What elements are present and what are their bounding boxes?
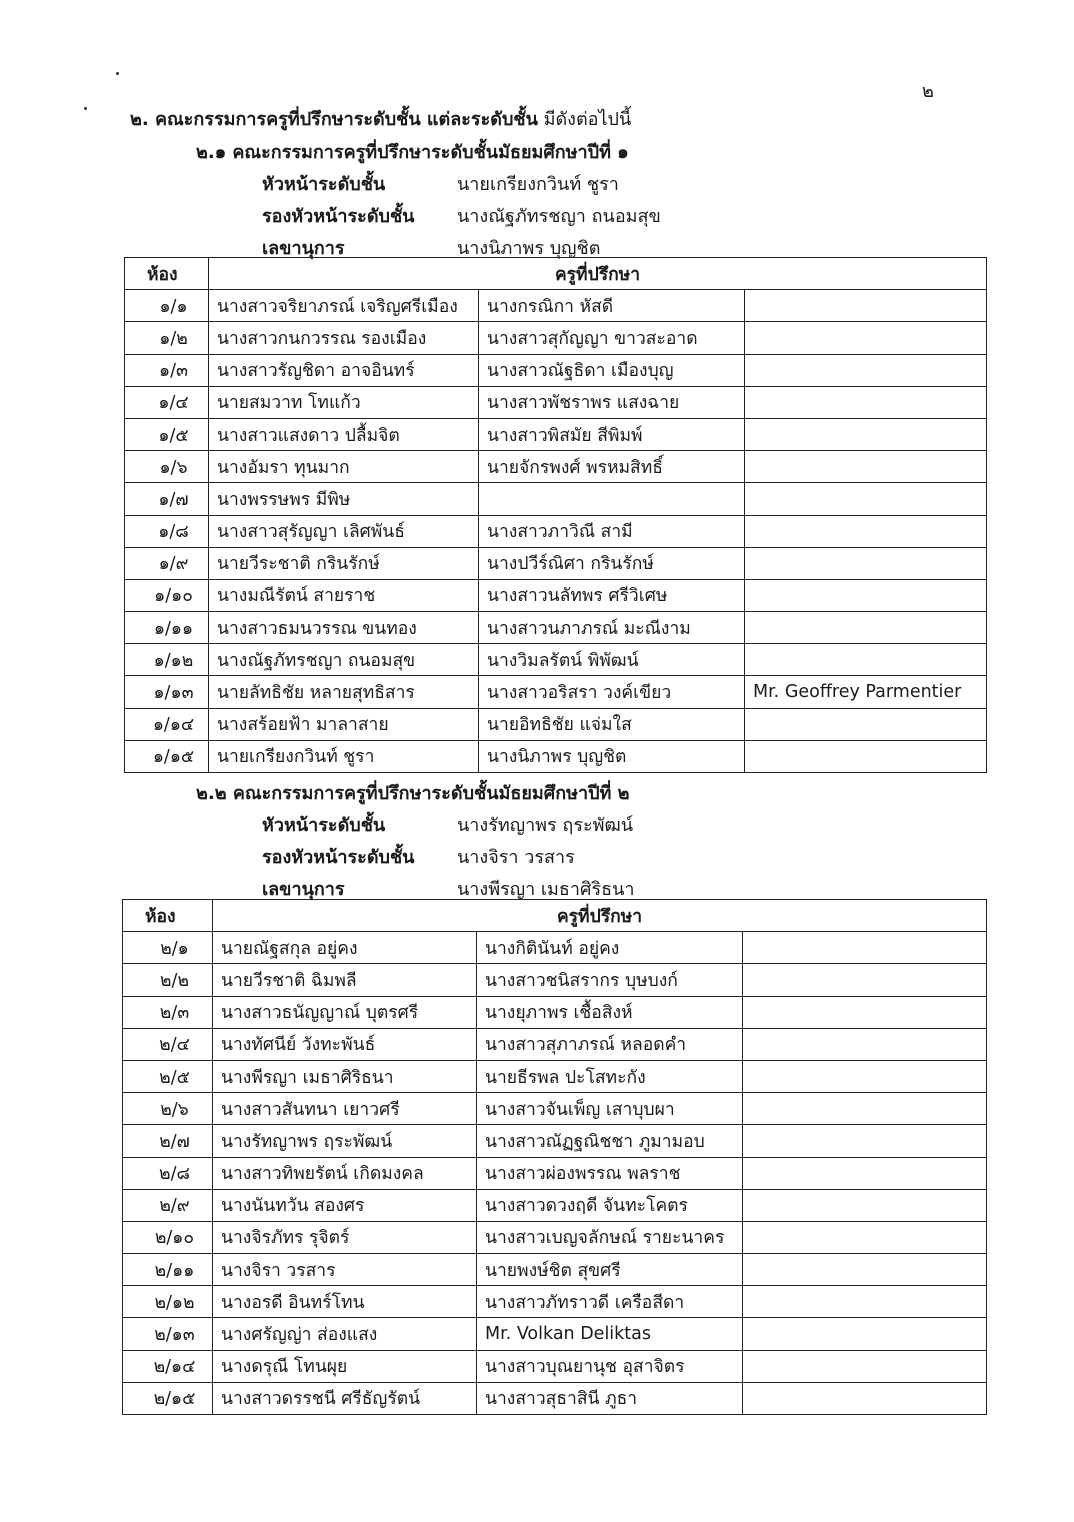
role-label: รองหัวหน้าระดับชั้น <box>262 206 415 227</box>
teacher-2-cell: นางสาวสุภาภรณ์ หลอดคำ <box>477 1028 743 1060</box>
room-cell <box>125 579 209 611</box>
teacher-2-cell: นางสาวบุณยานุช อุสาจิตร <box>477 1350 743 1382</box>
table-row <box>123 964 987 996</box>
room-cell <box>125 740 209 772</box>
role-label: เลขานุการ <box>262 879 345 900</box>
teacher-2-cell: นางสาวสุกัญญา ขาวสะอาด <box>479 322 745 354</box>
teacher-1-cell: นางสาวสันทนา เยาวศรี <box>213 1093 477 1125</box>
role-label: หัวหน้าระดับชั้น <box>262 815 386 836</box>
teacher-3-cell <box>743 1125 987 1157</box>
header-teachers: ครูที่ปรึกษา <box>213 900 987 932</box>
teacher-2-cell: นางสาวจันเพ็ญ เสาบุบผา <box>477 1093 743 1125</box>
teacher-2-cell: นายจักรพงศ์ พรหมสิทธิ์ <box>479 451 745 483</box>
teacher-1-cell: นายสมวาท โทแก้ว <box>209 386 479 418</box>
room-cell <box>123 1060 213 1092</box>
table-row <box>125 290 987 322</box>
teacher-3-cell <box>743 996 987 1028</box>
room-number: ๒/๕ <box>159 1067 190 1088</box>
teacher-1-cell: นางจิรา วรสาร <box>213 1254 477 1286</box>
teacher-2-cell: นางสาวพัชราพร แสงฉาย <box>479 386 745 418</box>
teacher-2-cell: นางสาวชนิสรากร บุษบงก์ <box>477 964 743 996</box>
teacher-2-cell: นางสาวนภาภรณ์ มะณีงาม <box>479 612 745 644</box>
table-row <box>123 1125 987 1157</box>
table-row <box>123 1221 987 1253</box>
teacher-1-cell: นางสาวทิพยรัตน์ เกิดมงคล <box>213 1157 477 1189</box>
room-cell <box>125 515 209 547</box>
teacher-1-cell: นายวีรชาติ ฉิมพลี <box>213 964 477 996</box>
teacher-3-cell: Mr. Geoffrey Parmentier <box>745 676 987 708</box>
teacher-2-cell: นางสาวณัฐธิดา เมืองบุญ <box>479 354 745 386</box>
teacher-1-cell: นางสาวสุรัญญา เลิศพันธ์ <box>209 515 479 547</box>
table-row <box>123 1382 987 1414</box>
teacher-3-cell <box>745 386 987 418</box>
teacher-1-cell: นางมณีรัตน์ สายราช <box>209 579 479 611</box>
room-cell <box>125 290 209 322</box>
room-cell <box>125 547 209 579</box>
role-label: เลขานุการ <box>262 238 345 259</box>
teacher-1-cell: นางจิรภัทร รุจิตร์ <box>213 1221 477 1253</box>
teacher-1-cell: นางพรรษพร มีพิษ <box>209 483 479 515</box>
teacher-1-cell: นางสาวธนัญญาณ์ บุตรศรี <box>213 996 477 1028</box>
room-number: ๒/๑ <box>160 938 189 959</box>
teacher-2-cell: นางกิตินันท์ อยู่คง <box>477 932 743 964</box>
room-number: ๒/๑๑ <box>154 1260 195 1281</box>
grade1-title: ๒.๑ คณะกรรมการครูที่ปรึกษาระดับชั้นมัธยมศึกษาปีที่ ๑ <box>196 142 629 163</box>
room-cell <box>123 1318 213 1350</box>
table-row <box>123 1060 987 1092</box>
teacher-3-cell <box>743 1318 987 1350</box>
room-cell <box>123 1382 213 1414</box>
teacher-2-cell <box>479 483 745 515</box>
table-row <box>125 644 987 676</box>
teacher-3-cell <box>743 1157 987 1189</box>
teacher-2-cell: นางสาวเบญจลักษณ์ รายะนาคร <box>477 1221 743 1253</box>
teacher-3-cell <box>743 1254 987 1286</box>
table-row <box>125 579 987 611</box>
table-header-row <box>123 900 987 932</box>
room-cell <box>123 1189 213 1221</box>
room-number: ๒/๙ <box>159 1196 190 1217</box>
room-number: ๒/๗ <box>159 1131 190 1152</box>
room-number: ๑/๖ <box>159 457 188 478</box>
table-row <box>123 1093 987 1125</box>
teacher-3-cell <box>745 547 987 579</box>
room-number: ๑/๑๕ <box>152 747 195 768</box>
teacher-2-cell: นางสาวผ่องพรรณ พลราช <box>477 1157 743 1189</box>
table-row <box>123 1286 987 1318</box>
teacher-3-cell <box>743 932 987 964</box>
table-row <box>123 1350 987 1382</box>
teacher-3-cell <box>743 1286 987 1318</box>
teacher-2-cell: Mr. Volkan Deliktas <box>477 1318 743 1350</box>
teacher-2-cell: นางปวีร์ณิศา กรินรักษ์ <box>479 547 745 579</box>
teacher-2-cell: นางสาวณัฏฐณิชชา ภูมามอบ <box>477 1125 743 1157</box>
teacher-1-cell: นางศรัญญ่า ส่องแสง <box>213 1318 477 1350</box>
teacher-1-cell: นางสาวแสงดาว ปลื้มจิต <box>209 418 479 450</box>
teacher-1-cell: นางอัมรา ทุนมาก <box>209 451 479 483</box>
header-teachers: ครูที่ปรึกษา <box>209 258 987 290</box>
room-cell <box>123 1254 213 1286</box>
teacher-2-cell: นางสาวพิสมัย สีพิมพ์ <box>479 418 745 450</box>
teacher-3-cell <box>743 1221 987 1253</box>
teacher-1-cell: นายลัทธิชัย หลายสุทธิสาร <box>209 676 479 708</box>
room-number: ๒/๑๐ <box>154 1228 195 1249</box>
teacher-2-cell: นางสาวนลัทพร ศรีวิเศษ <box>479 579 745 611</box>
teacher-3-cell <box>745 290 987 322</box>
room-number: ๑/๘ <box>158 522 189 543</box>
teacher-1-cell: นายณัฐสกุล อยู่คง <box>213 932 477 964</box>
table-row <box>125 322 987 354</box>
room-cell <box>125 708 209 740</box>
teacher-3-cell <box>745 708 987 740</box>
teacher-3-cell <box>745 644 987 676</box>
teacher-2-cell: นางสาวอริสรา วงค์เขียว <box>479 676 745 708</box>
scan-speck <box>116 72 119 75</box>
room-number: ๒/๘ <box>159 1164 190 1185</box>
teacher-2-cell: นางนิภาพร บุญชิต <box>479 740 745 772</box>
teacher-3-cell <box>743 1189 987 1221</box>
table-row <box>123 1157 987 1189</box>
teacher-3-cell <box>745 322 987 354</box>
room-cell <box>125 644 209 676</box>
room-number: ๑/๑๑ <box>153 618 194 639</box>
room-cell <box>125 418 209 450</box>
room-cell <box>123 1028 213 1060</box>
table-row <box>125 386 987 418</box>
teacher-2-cell: นางสาวภัทราวดี เครือสีดา <box>477 1286 743 1318</box>
table-row <box>125 547 987 579</box>
role-name: นางจิรา วรสาร <box>457 847 575 868</box>
teacher-1-cell: นายวีระชาติ กรินรักษ์ <box>209 547 479 579</box>
teacher-3-cell <box>743 1060 987 1092</box>
teacher-2-cell: นางสาวภาวิณี สามี <box>479 515 745 547</box>
teacher-3-cell <box>745 354 987 386</box>
teacher-2-cell: นางสาวสุธาสินี ภูธา <box>477 1382 743 1414</box>
section-heading-normal: มีดังต่อไปนี้ <box>537 109 632 130</box>
teacher-3-cell <box>745 483 987 515</box>
grade2-table <box>122 899 987 1415</box>
table-row <box>125 418 987 450</box>
role-name: นางพีรญา เมธาศิริธนา <box>457 879 635 900</box>
teacher-1-cell: นางทัศนีย์ วังทะพันธ์ <box>213 1028 477 1060</box>
room-cell <box>123 964 213 996</box>
room-cell <box>123 1286 213 1318</box>
room-number: ๑/๙ <box>158 554 189 575</box>
teacher-3-cell <box>745 515 987 547</box>
teacher-3-cell <box>743 1350 987 1382</box>
table-row <box>125 740 987 772</box>
teacher-1-cell: นางพีรญา เมธาศิริธนา <box>213 1060 477 1092</box>
table-row <box>123 1318 987 1350</box>
table-row <box>125 612 987 644</box>
teacher-1-cell: นางณัฐภัทรชญา ถนอมสุข <box>209 644 479 676</box>
teacher-2-cell: นางกรณิกา หัสดี <box>479 290 745 322</box>
room-cell <box>125 483 209 515</box>
header-room: ห้อง <box>125 258 209 290</box>
teacher-1-cell: นางสร้อยฟ้า มาลาสาย <box>209 708 479 740</box>
teacher-2-cell: นางยุภาพร เชื้อสิงห์ <box>477 996 743 1028</box>
room-cell <box>125 676 209 708</box>
page-number: ๒ <box>922 81 934 102</box>
teacher-1-cell: นางนันทวัน สองศร <box>213 1189 477 1221</box>
room-cell <box>123 932 213 964</box>
room-number: ๑/๑๓ <box>153 683 194 704</box>
room-number: ๒/๒ <box>160 970 189 991</box>
room-number: ๑/๕ <box>158 425 189 446</box>
teacher-1-cell: นางสาวดรรชนี ศรีธัญรัตน์ <box>213 1382 477 1414</box>
table-row <box>125 708 987 740</box>
teacher-3-cell <box>745 451 987 483</box>
teacher-2-cell: นายพงษ์ชิต สุขศรี <box>477 1254 743 1286</box>
header-room: ห้อง <box>123 900 213 932</box>
teacher-2-cell: นางวิมลรัตน์ พิพัฒน์ <box>479 644 745 676</box>
room-number: ๑/๒ <box>159 328 188 349</box>
table-header-row <box>125 258 987 290</box>
role-label: หัวหน้าระดับชั้น <box>262 174 386 195</box>
table-row <box>125 451 987 483</box>
teacher-3-cell <box>743 1382 987 1414</box>
scan-speck <box>84 107 87 110</box>
table-row <box>123 1028 987 1060</box>
role-name: นายเกรียงกวินท์ ชูรา <box>457 174 619 195</box>
teacher-3-cell <box>745 740 987 772</box>
room-number: ๒/๓ <box>159 1003 190 1024</box>
table-row <box>123 932 987 964</box>
role-name: นางณัฐภัทรชญา ถนอมสุข <box>457 206 661 227</box>
section-heading <box>130 104 631 133</box>
room-number: ๒/๖ <box>160 1099 189 1120</box>
room-cell <box>123 1350 213 1382</box>
role-label: รองหัวหน้าระดับชั้น <box>262 847 415 868</box>
teacher-1-cell: นางสาวรัญชิดา อาจอินทร์ <box>209 354 479 386</box>
room-cell <box>123 996 213 1028</box>
section-heading-bold: ๒. คณะกรรมการครูที่ปรึกษาระดับชั้น แต่ละระดับชั้น <box>130 109 538 130</box>
room-number: ๑/๔ <box>158 393 189 414</box>
teacher-1-cell: นางสาวธมนวรรณ ขนทอง <box>209 612 479 644</box>
teacher-1-cell: นายเกรียงกวินท์ ชูรา <box>209 740 479 772</box>
teacher-3-cell <box>745 418 987 450</box>
teacher-1-cell: นางรัทญาพร ฤระพัฒน์ <box>213 1125 477 1157</box>
table-row <box>125 483 987 515</box>
room-number: ๑/๓ <box>159 361 188 382</box>
table-row <box>123 996 987 1028</box>
teacher-1-cell: นางสาวกนกวรรณ รองเมือง <box>209 322 479 354</box>
room-number: ๒/๔ <box>159 1035 190 1056</box>
role-name: นางนิภาพร บุญชิต <box>457 238 601 259</box>
grade1-table <box>124 257 987 773</box>
room-number: ๑/๗ <box>158 489 189 510</box>
teacher-2-cell: นายอิทธิชัย แจ่มใส <box>479 708 745 740</box>
room-number: ๑/๑๔ <box>152 715 195 736</box>
teacher-1-cell: นางอรดี อินทร์โทน <box>213 1286 477 1318</box>
teacher-2-cell: นายธีรพล ปะโสทะกัง <box>477 1060 743 1092</box>
room-cell <box>125 386 209 418</box>
teacher-1-cell: นางสาวจริยาภรณ์ เจริญศรีเมือง <box>209 290 479 322</box>
teacher-3-cell <box>745 612 987 644</box>
table-row <box>123 1189 987 1221</box>
room-number: ๒/๑๓ <box>154 1325 195 1346</box>
room-cell <box>123 1125 213 1157</box>
teacher-3-cell <box>743 964 987 996</box>
teacher-2-cell: นางสาวดวงฤดี จันทะโคตร <box>477 1189 743 1221</box>
teacher-1-cell: นางดรุณี โทนผุย <box>213 1350 477 1382</box>
room-number: ๒/๑๕ <box>153 1389 196 1410</box>
table-row <box>125 515 987 547</box>
room-number: ๑/๑๒ <box>153 650 194 671</box>
role-name: นางรัทญาพร ฤระพัฒน์ <box>457 815 634 836</box>
room-cell <box>123 1093 213 1125</box>
teacher-3-cell <box>745 579 987 611</box>
room-number: ๒/๑๒ <box>154 1292 195 1313</box>
teacher-3-cell <box>743 1093 987 1125</box>
room-number: ๑/๑ <box>159 296 188 317</box>
room-cell <box>125 322 209 354</box>
room-cell <box>125 354 209 386</box>
room-number: ๒/๑๔ <box>153 1357 196 1378</box>
teacher-3-cell <box>743 1028 987 1060</box>
room-cell <box>123 1157 213 1189</box>
room-cell <box>123 1221 213 1253</box>
table-row <box>125 676 987 708</box>
grade2-title: ๒.๒ คณะกรรมการครูที่ปรึกษาระดับชั้นมัธยมศึกษาปีที่ ๒ <box>196 783 630 804</box>
room-cell <box>125 612 209 644</box>
room-number: ๑/๑๐ <box>154 586 193 607</box>
room-cell <box>125 451 209 483</box>
table-row <box>125 354 987 386</box>
table-row <box>123 1254 987 1286</box>
